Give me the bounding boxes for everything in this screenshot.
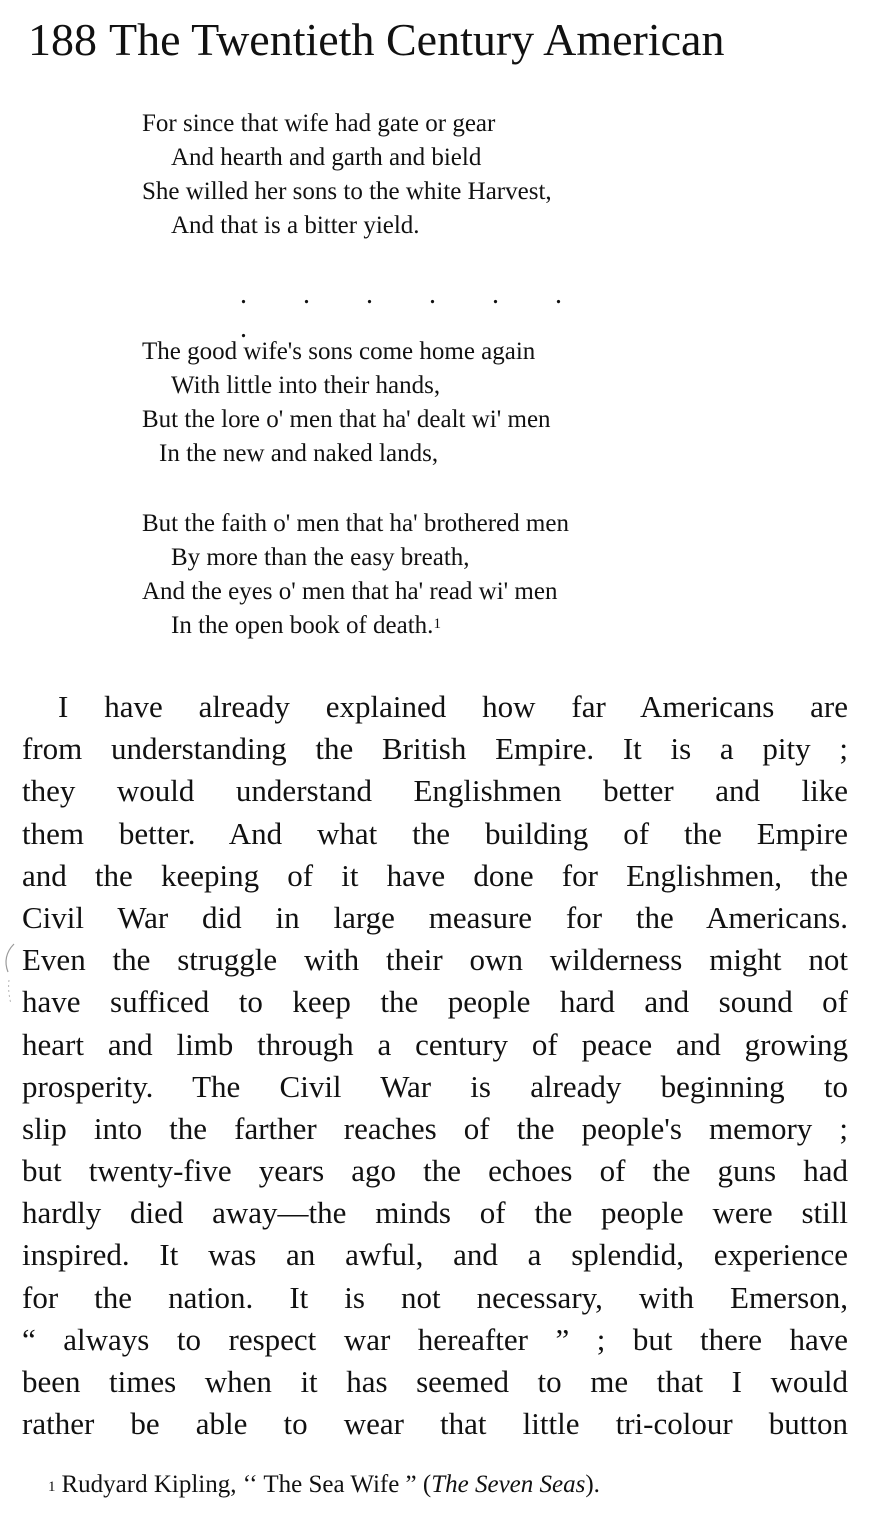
ellipsis-dot: .: [555, 279, 562, 310]
poem-line: In the new and naked lands,: [159, 440, 439, 467]
poem-line: And that is a bitter yield.: [171, 212, 420, 239]
footnote: [48, 1468, 848, 1502]
poem-line: [142, 609, 842, 643]
paragraph-line: prosperity. The Civil War is already beginning to: [22, 1068, 848, 1104]
ellipsis-dot: .: [240, 279, 247, 310]
poem-stanza-3: [142, 507, 842, 643]
paragraph-line: and the keeping of it have done for Englishmen, the: [22, 857, 848, 893]
poem-stanza-2: [142, 335, 842, 471]
footnote-book-title: The Seven Seas: [431, 1471, 586, 1498]
paragraph-line: been times when it has seemed to me that I would: [22, 1364, 848, 1399]
paragraph-line: hardly died away—the minds of the people were still: [22, 1195, 848, 1231]
margin-pencil-mark: [2, 940, 18, 1010]
paragraph-line: Even the struggle with their own wilderness might not: [22, 942, 848, 978]
poem-line: She willed her sons to the white Harvest,: [142, 178, 552, 205]
poem-line-text: In the open book of death.: [171, 612, 434, 639]
paragraph-line: they would understand Englishmen better and like: [22, 773, 848, 809]
page-number: 188: [28, 14, 97, 65]
paragraph-line: Civil War did in large measure for the Americans.: [22, 899, 848, 935]
poem-line: By more than the easy breath,: [171, 544, 470, 571]
paragraph-line: heart and limb through a century of peace and growing: [22, 1026, 848, 1062]
poem-line: The good wife's sons come home again: [142, 338, 536, 365]
paragraph-line: for the nation. It is not necessary, with Emerson,: [22, 1279, 848, 1315]
paragraph-line: inspired. It was an awful, and a splendid, experience: [22, 1237, 848, 1273]
poem-line: But the lore o' men that ha' dealt wi' men: [142, 406, 551, 433]
footnote-reference: 1: [433, 616, 441, 632]
paragraph-line: but twenty-five years ago the echoes of the guns had: [22, 1153, 848, 1189]
body-paragraph: [22, 686, 848, 1445]
poem-line: And the eyes o' men that ha' read wi' men: [142, 578, 558, 605]
running-title: The Twentieth Century American: [109, 14, 725, 65]
paragraph-line: have sufficed to keep the people hard and sound of: [22, 984, 848, 1020]
ellipsis-dot: .: [429, 279, 436, 310]
poem-line: For since that wife had gate or gear: [142, 110, 496, 137]
poem-line: With little into their hands,: [171, 372, 441, 399]
ellipsis-dot: .: [366, 279, 373, 310]
footnote-marker: 1: [48, 1479, 56, 1495]
poem-line: But the faith o' men that ha' brothered men: [142, 510, 569, 537]
poem-line: And hearth and garth and bield: [171, 144, 482, 171]
paragraph-line: slip into the farther reaches of the people's memory ;: [22, 1110, 848, 1146]
ellipsis-dot: .: [492, 279, 499, 310]
paragraph-line: them better. And what the building of the Empire: [22, 815, 848, 851]
footnote-text: Rudyard Kipling, ‘‘ The Sea Wife ” (: [61, 1471, 432, 1498]
poem-stanza-1: [142, 107, 842, 243]
ellipsis-dot: .: [240, 313, 247, 344]
footnote-text-end: ).: [585, 1471, 600, 1498]
paragraph-line: rather be able to wear that little tri-colour button: [22, 1406, 848, 1442]
paragraph-line: I have already explained how far Americans are: [58, 689, 848, 724]
ellipsis-dot: .: [303, 279, 310, 310]
running-header: [28, 14, 868, 66]
paragraph-line: from understanding the British Empire. It is a pity ;: [22, 731, 848, 767]
paragraph-line: “ always to respect war hereafter ” ; but there have: [22, 1321, 848, 1357]
